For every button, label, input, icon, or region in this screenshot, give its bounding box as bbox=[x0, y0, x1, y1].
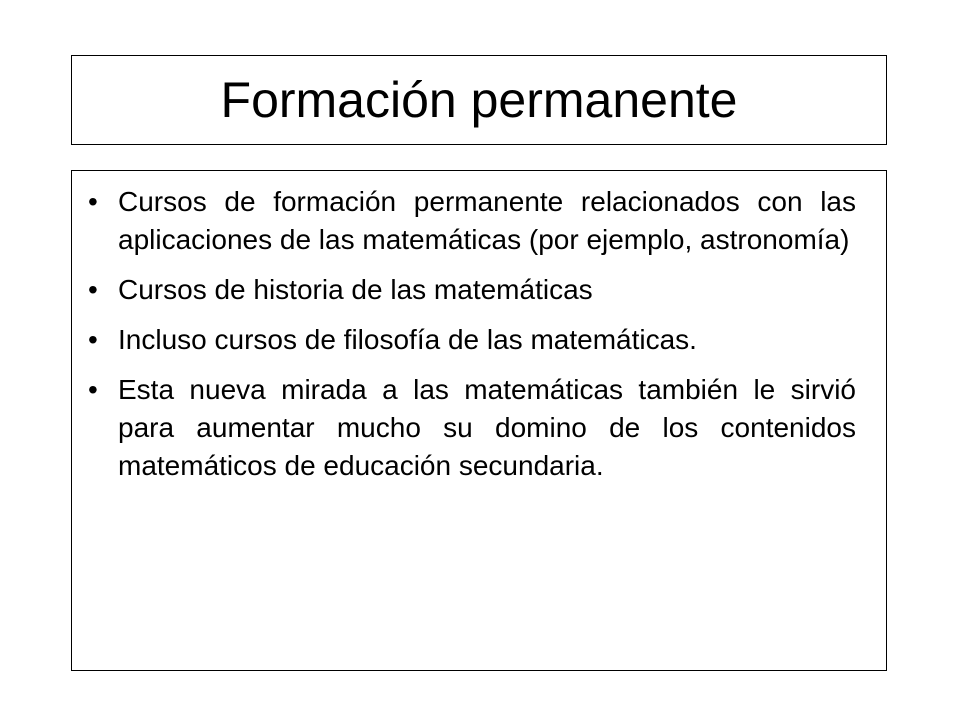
bullet-text: Esta nueva mirada a las matemáticas también le sirvió para aumentar mucho su domino de los contenidos matemáticos de educación secundaria. bbox=[118, 374, 856, 481]
bullet-icon: • bbox=[88, 374, 98, 405]
content-box bbox=[71, 170, 887, 671]
bullet-icon: • bbox=[88, 274, 98, 305]
bullet-text: Cursos de historia de las matemáticas bbox=[118, 274, 593, 305]
bullet-list bbox=[82, 183, 856, 485]
bullet-text: Incluso cursos de filosofía de las matemáticas. bbox=[118, 324, 697, 355]
bullet-icon: • bbox=[88, 324, 98, 355]
bullet-icon: • bbox=[88, 186, 98, 217]
bullet-item bbox=[82, 371, 856, 485]
bullet-item bbox=[82, 183, 856, 259]
bullet-text: Cursos de formación permanente relacionados con las aplicaciones de las matemáticas (por ejemplo, astronomía) bbox=[118, 186, 856, 255]
title-box bbox=[71, 55, 887, 145]
bullet-item bbox=[82, 321, 856, 359]
bullet-item bbox=[82, 271, 856, 309]
slide-title: Formación permanente bbox=[220, 72, 738, 128]
